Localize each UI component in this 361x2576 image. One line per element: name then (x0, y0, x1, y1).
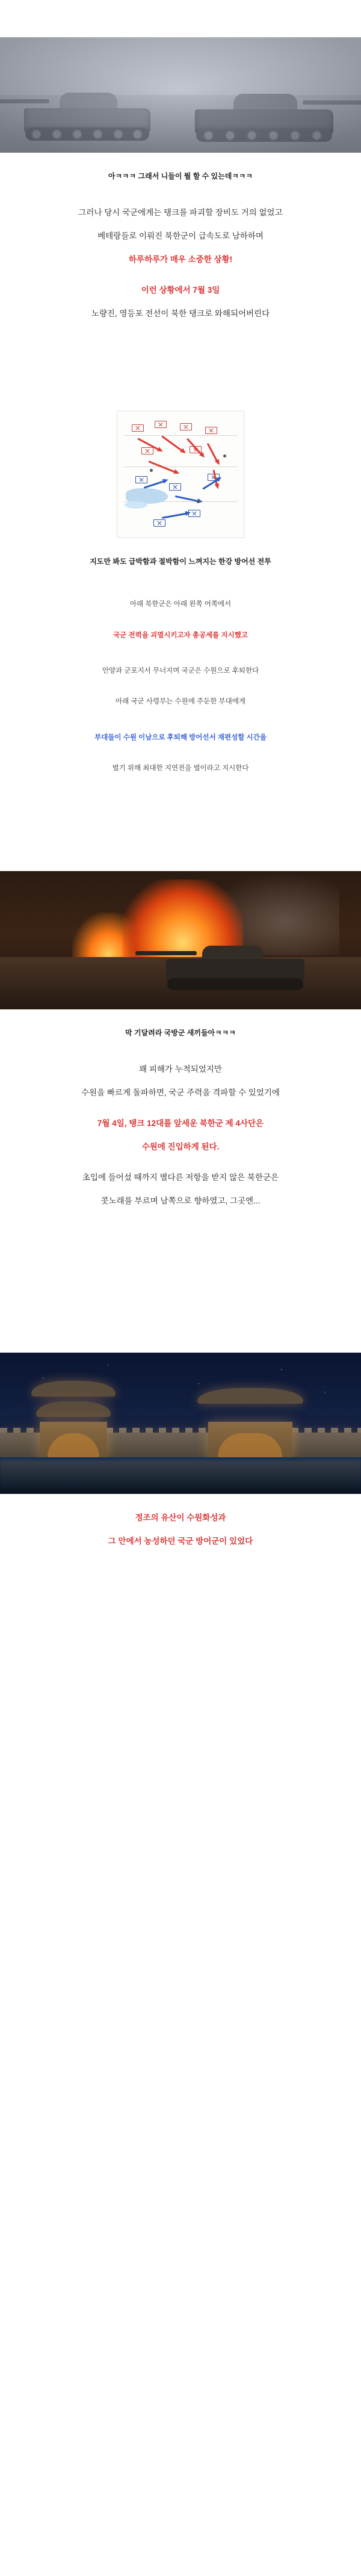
paragraph-4-line-5: 초입에 들어섰 때까지 별다른 저항을 받지 않은 북한군은 (82, 1172, 279, 1182)
paragraph-4-line-6: 콧노래를 부르며 남쪽으로 향하였고, 그곳엔... (100, 1196, 261, 1205)
burning-tank-shape (166, 938, 304, 990)
hwaseong-caption-line-1: 정조의 유산이 수원화성과 (135, 1513, 226, 1523)
paragraph-1-line-1: 그러나 당시 국군에게는 탱크를 파괴할 장비도 거의 없었고 (78, 208, 283, 217)
hwaseong-caption-line-2: 그 안에서 농성하던 국군 방어군이 있었다 (108, 1537, 253, 1546)
paragraph-4-line-4: 수원에 진입하게 된다. (141, 1142, 220, 1151)
tank-photo-caption: 아ㅋㅋㅋ 그래서 니들이 뭘 할 수 있는데ㅋㅋㅋ (108, 172, 253, 180)
fortress-gate-left (31, 1381, 116, 1460)
paragraph-3-line-6: 벌기 위해 최대한 지연전을 벌이라고 지시한다 (112, 765, 249, 772)
paragraph-2-line-2: 노량진, 영등포 전선이 북한 탱크로 와해되어버린다 (91, 308, 270, 318)
paragraph-3-line-3: 안양과 군포지서 무너지며 국군은 수원으로 후퇴한다 (102, 667, 259, 675)
burning-tank-caption: 막 기달려라 국방군 새끼들아ㅋㅋㅋ (125, 1028, 236, 1037)
hwaseong-fortress-night-photo (0, 1353, 361, 1494)
paragraph-2-line-1: 이런 상황에서 7월 3일 (141, 285, 220, 295)
paragraph-3-line-2: 국군 전력을 괴멸시키고자 총공세를 지시했고 (113, 631, 248, 639)
fortress-gate-right (197, 1388, 303, 1460)
battle-map-caption: 지도만 봐도 급박함과 절박함이 느껴지는 한강 방어선 전투 (90, 557, 271, 566)
paragraph-4-line-1: 꽤 피해가 누적되었지만 (139, 1064, 222, 1074)
battle-map-diagram (0, 411, 361, 538)
paragraph-3-line-5: 부대들이 수원 이남으로 후퇴해 방어선서 재편성할 시간을 (94, 733, 267, 741)
paragraph-4-line-3: 7월 4일, 탱크 12대를 앞세운 북한군 제 4사단은 (97, 1118, 264, 1128)
burning-tank-photo (0, 871, 361, 1009)
paragraph-4-line-2: 수원을 빠르게 돌파하면, 국군 주력을 격파할 수 있었기에 (81, 1088, 280, 1097)
paragraph-3-line-1: 아래 북한군은 아래 왼쪽 어쪽에서 (129, 601, 232, 608)
paragraph-1-line-3: 하루하루가 매우 소중한 상황! (128, 254, 233, 264)
grayscale-tank-illustration (0, 37, 361, 153)
paragraph-3-line-4: 아래 국군 사령부는 수원에 주둔한 부대에게 (116, 698, 245, 706)
paragraph-1-line-2: 베테랑들로 이뤄진 북한군이 급속도로 남하하며 (97, 231, 264, 240)
